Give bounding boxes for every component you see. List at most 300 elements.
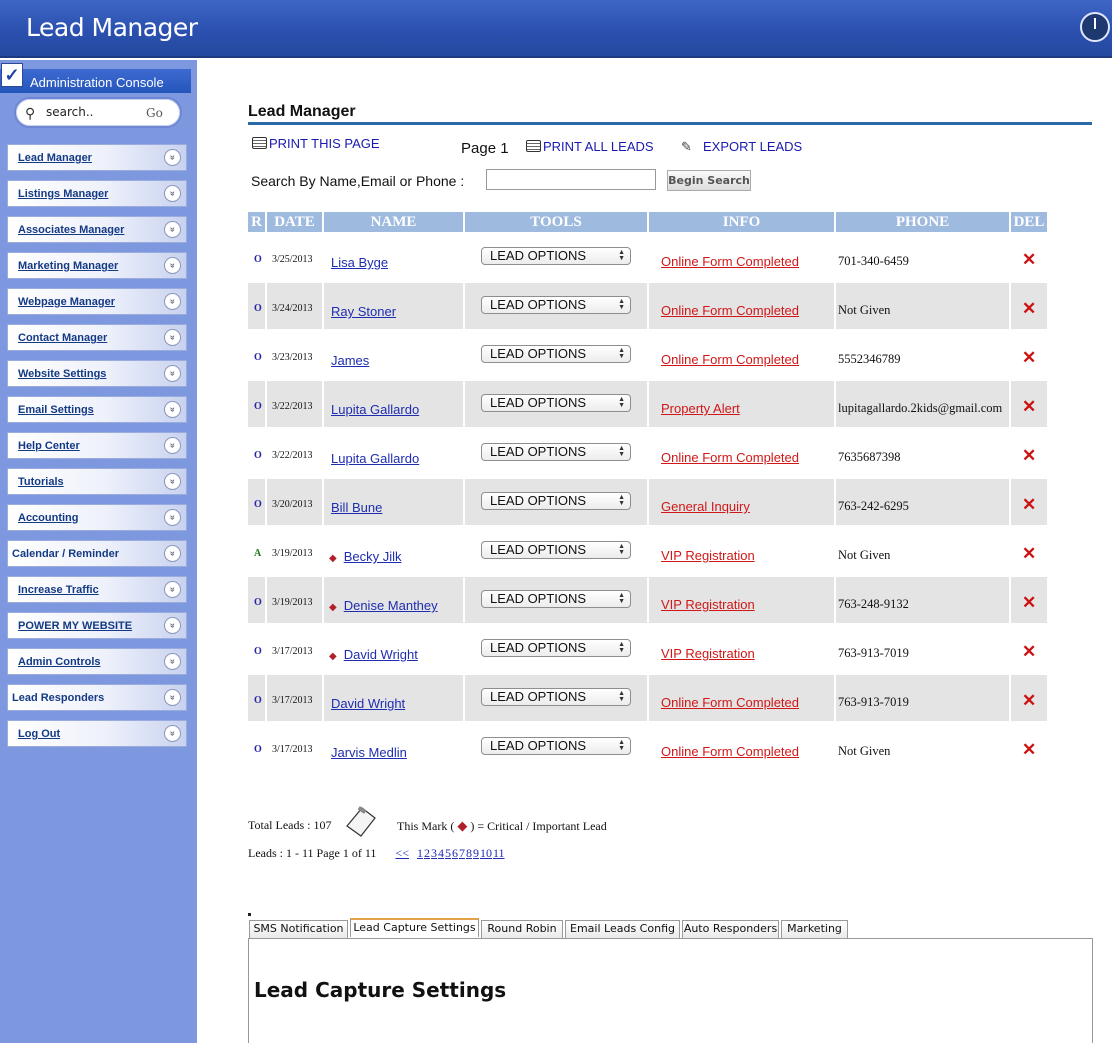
sidebar-item-calendar-reminder[interactable] [7, 540, 187, 567]
tab-auto-responders[interactable]: Auto Responders [682, 920, 779, 938]
sidebar-item-label: Associates Manager [18, 224, 125, 236]
cell-tools [465, 577, 647, 623]
cell-date [267, 626, 322, 672]
sidebar-item-webpage-manager[interactable] [7, 288, 187, 315]
lead-phone: 763-913-7019 [838, 646, 909, 660]
lead-phone: 7635687398 [838, 450, 901, 464]
lead-name-link[interactable] [331, 304, 396, 319]
cell-r [248, 675, 265, 721]
page-link[interactable]: 7 [458, 846, 465, 860]
marker-dot [248, 913, 251, 916]
chevron-down-icon[interactable]: » [164, 581, 181, 598]
read-status: O [254, 646, 262, 657]
lead-date: 3/23/2013 [272, 352, 313, 363]
delete-icon[interactable]: ✕ [1022, 299, 1037, 318]
sidebar-item-website-settings[interactable] [7, 360, 187, 387]
chevron-down-icon[interactable]: » [164, 185, 181, 202]
total-leads: Total Leads : 107 [248, 818, 332, 832]
select-arrows-icon: ▲ ▼ [618, 347, 625, 360]
cell-tools [465, 381, 647, 427]
cell-tools [465, 332, 647, 378]
lead-options-select[interactable] [481, 639, 631, 657]
lead-options-label: LEAD OPTIONS [490, 542, 587, 557]
lead-name-link[interactable] [331, 745, 407, 760]
lead-options-label: LEAD OPTIONS [490, 493, 587, 508]
sidebar-item-label: Accounting [18, 512, 79, 524]
cell-del [1011, 724, 1047, 770]
lead-name-label: David Wright [343, 647, 418, 662]
page-link[interactable]: 8 [465, 846, 472, 860]
print-page-label: PRINT THIS PAGE [269, 136, 380, 151]
prev-page-link[interactable]: << [395, 846, 409, 860]
lead-date: 3/24/2013 [272, 303, 313, 314]
delete-icon[interactable]: ✕ [1022, 593, 1037, 612]
cell-r [248, 332, 265, 378]
read-status: O [254, 303, 262, 314]
cell-name [324, 528, 463, 574]
lead-options-select[interactable] [481, 296, 631, 314]
chevron-down-icon[interactable]: » [164, 653, 181, 670]
lead-options-label: LEAD OPTIONS [490, 689, 587, 704]
chevron-down-icon[interactable]: » [164, 293, 181, 310]
lead-name-label: Lupita Gallardo [331, 451, 420, 466]
cell-del [1011, 577, 1047, 623]
cell-phone [836, 626, 1009, 672]
lead-date: 3/22/2013 [272, 401, 313, 412]
lead-options-select[interactable] [481, 247, 631, 265]
lead-options-label: LEAD OPTIONS [490, 738, 587, 753]
cell-info [649, 430, 834, 476]
page-link[interactable]: 5 [444, 846, 451, 860]
lead-options-select[interactable] [481, 345, 631, 363]
delete-icon[interactable]: ✕ [1022, 740, 1037, 759]
delete-icon[interactable]: ✕ [1022, 446, 1037, 465]
sidebar-item-label: Webpage Manager [18, 296, 115, 308]
select-arrows-icon: ▲ ▼ [618, 298, 625, 311]
sidebar-item-associates-manager[interactable] [7, 216, 187, 243]
cell-info [649, 332, 834, 378]
col-header-phone: PHONE [836, 212, 1009, 232]
lead-date: 3/17/2013 [272, 646, 313, 657]
cell-date [267, 430, 322, 476]
select-arrows-icon: ▲ ▼ [618, 690, 625, 703]
lead-name-label: David Wright [331, 696, 406, 711]
lead-name-label: Lisa Byge [331, 255, 389, 270]
sidebar-item-email-settings[interactable] [7, 396, 187, 423]
sidebar-item-lead-manager[interactable] [7, 144, 187, 171]
lead-phone: 763-913-7019 [838, 695, 909, 709]
delete-icon[interactable]: ✕ [1022, 642, 1037, 661]
table-row [248, 430, 1047, 476]
cell-del [1011, 430, 1047, 476]
table-row [248, 626, 1047, 672]
lead-date: 3/17/2013 [272, 695, 313, 706]
page-link[interactable]: 4 [437, 846, 444, 860]
lead-options-label: LEAD OPTIONS [490, 297, 587, 312]
lead-phone: Not Given [838, 744, 891, 758]
delete-icon[interactable]: ✕ [1022, 544, 1037, 563]
lead-options-select[interactable] [481, 590, 631, 608]
lead-info-link[interactable]: VIP Registration [661, 646, 755, 661]
cell-date [267, 528, 322, 574]
cell-del [1011, 479, 1047, 525]
cell-date [267, 479, 322, 525]
lead-info-link[interactable]: Online Form Completed [661, 695, 799, 710]
cell-date [267, 234, 322, 280]
cell-date [267, 724, 322, 770]
lead-date: 3/20/2013 [272, 499, 313, 510]
cell-r [248, 724, 265, 770]
export-label: EXPORT LEADS [703, 139, 803, 154]
lead-search-input[interactable] [486, 169, 656, 190]
chevron-down-icon[interactable]: » [164, 329, 181, 346]
cell-name [324, 577, 463, 623]
cell-name [324, 479, 463, 525]
cell-phone [836, 430, 1009, 476]
critical-mark-icon: ◆ [457, 818, 468, 833]
lead-name-label: James [331, 353, 370, 368]
cell-r [248, 577, 265, 623]
select-arrows-icon: ▲ ▼ [618, 396, 625, 409]
lead-date: 3/19/2013 [272, 597, 313, 608]
delete-icon[interactable]: ✕ [1022, 348, 1037, 367]
chevron-down-icon[interactable]: » [164, 509, 181, 526]
sidebar-item-tutorials[interactable] [7, 468, 187, 495]
sidebar-item-contact-manager[interactable] [7, 324, 187, 351]
lead-info-link[interactable]: Online Form Completed [661, 450, 799, 465]
cell-tools [465, 724, 647, 770]
table-row [248, 528, 1047, 574]
mark-suffix: ) = Critical / Important Lead [470, 819, 607, 833]
page-link[interactable]: 2 [423, 846, 430, 860]
export-leads-link[interactable] [681, 139, 802, 154]
lead-options-select[interactable] [481, 541, 631, 559]
critical-mark-icon: ◆ [329, 651, 337, 662]
critical-mark-legend [397, 818, 607, 834]
cell-phone [836, 724, 1009, 770]
chevron-down-icon[interactable]: » [164, 257, 181, 274]
cell-name [324, 626, 463, 672]
cell-del [1011, 283, 1047, 329]
cell-r [248, 479, 265, 525]
sidebar-item-lead-responders[interactable] [7, 684, 187, 711]
sidebar-item-power-my-website[interactable] [7, 612, 187, 639]
lead-info-link[interactable]: General Inquiry [661, 499, 750, 514]
lead-options-label: LEAD OPTIONS [490, 591, 587, 606]
cell-name [324, 234, 463, 280]
clock-icon[interactable] [1080, 12, 1110, 42]
lead-name-label: Jarvis Medlin [331, 745, 407, 760]
select-arrows-icon: ▲ ▼ [618, 249, 625, 262]
page-link[interactable]: 10 [479, 846, 492, 860]
cell-r [248, 528, 265, 574]
critical-mark-icon: ◆ [329, 602, 337, 613]
cell-r [248, 430, 265, 476]
cell-info [649, 675, 834, 721]
tab-round-robin[interactable]: Round Robin [481, 920, 563, 938]
lead-options-select[interactable] [481, 394, 631, 412]
table-row [248, 724, 1047, 770]
cell-info [649, 577, 834, 623]
chevron-down-icon[interactable]: » [164, 221, 181, 238]
lead-date: 3/19/2013 [272, 548, 313, 559]
cell-r [248, 626, 265, 672]
lead-name-link[interactable] [331, 353, 369, 368]
page-link[interactable]: 3 [430, 846, 437, 860]
lead-phone: Not Given [838, 303, 891, 317]
cell-phone [836, 528, 1009, 574]
page-title: Lead Manager [248, 103, 356, 120]
lead-date: 3/25/2013 [272, 254, 313, 265]
lead-options-label: LEAD OPTIONS [490, 395, 587, 410]
cell-phone [836, 381, 1009, 427]
cell-phone [836, 283, 1009, 329]
table-row [248, 234, 1047, 280]
cell-date [267, 675, 322, 721]
select-arrows-icon: ▲ ▼ [618, 445, 625, 458]
lead-options-select[interactable] [481, 737, 631, 755]
page-links [379, 846, 505, 860]
printer-icon [252, 137, 267, 149]
sidebar-item-listings-manager[interactable] [7, 180, 187, 207]
col-header-tools: TOOLS [465, 212, 647, 232]
lead-info-link[interactable]: VIP Registration [661, 597, 755, 612]
lead-info-link[interactable]: Property Alert [661, 401, 740, 416]
cell-info [649, 479, 834, 525]
sidebar-item-increase-traffic[interactable] [7, 576, 187, 603]
lead-phone: lupitagallardo.2kids@gmail.com [838, 401, 1003, 415]
search-label: Search By Name,Email or Phone : [251, 173, 465, 189]
lead-name-link[interactable] [331, 402, 419, 417]
read-status: O [254, 450, 262, 461]
page-link[interactable]: 6 [451, 846, 458, 860]
chevron-down-icon[interactable]: » [164, 689, 181, 706]
app-title: Lead Manager [26, 13, 198, 42]
lead-options-select[interactable] [481, 443, 631, 461]
select-arrows-icon: ▲ ▼ [618, 543, 625, 556]
delete-icon[interactable]: ✕ [1022, 397, 1037, 416]
lead-options-label: LEAD OPTIONS [490, 444, 587, 459]
lead-name-link[interactable] [331, 500, 382, 515]
page-link[interactable]: 1 [416, 846, 423, 860]
sidebar-search [14, 97, 182, 128]
pagination [248, 846, 506, 861]
chevron-down-icon[interactable]: » [164, 473, 181, 490]
read-status: O [254, 695, 262, 706]
title-divider [248, 122, 1092, 125]
col-header-name: NAME [324, 212, 463, 232]
table-row [248, 675, 1047, 721]
cell-info [649, 234, 834, 280]
sidebar-item-label: Tutorials [18, 476, 64, 488]
cell-del [1011, 381, 1047, 427]
chevron-down-icon[interactable]: » [164, 437, 181, 454]
cell-date [267, 381, 322, 427]
lead-options-label: LEAD OPTIONS [490, 248, 587, 263]
cell-info [649, 381, 834, 427]
read-status: A [254, 548, 262, 559]
lead-info-link[interactable]: Online Form Completed [661, 744, 799, 759]
page-link[interactable]: 11 [492, 846, 505, 860]
cell-tools [465, 528, 647, 574]
table-row [248, 332, 1047, 378]
cell-r [248, 283, 265, 329]
sidebar [0, 60, 197, 1043]
cell-name [324, 381, 463, 427]
cell-name [324, 675, 463, 721]
col-header-info: INFO [649, 212, 834, 232]
col-header-r: R [248, 212, 265, 232]
cell-info [649, 283, 834, 329]
sidebar-item-label: Admin Controls [18, 656, 101, 668]
cell-name [324, 724, 463, 770]
print-all-leads-link[interactable] [526, 139, 654, 154]
lead-name-link[interactable] [331, 696, 405, 711]
lead-phone: 701-340-6459 [838, 254, 909, 268]
lead-options-label: LEAD OPTIONS [490, 346, 587, 361]
delete-icon[interactable]: ✕ [1022, 691, 1037, 710]
chevron-down-icon[interactable]: » [164, 617, 181, 634]
select-arrows-icon: ▲ ▼ [618, 592, 625, 605]
sidebar-item-label: Calendar / Reminder [12, 548, 119, 560]
cell-tools [465, 479, 647, 525]
cell-tools [465, 430, 647, 476]
cell-name [324, 283, 463, 329]
col-header-del: DEL [1011, 212, 1047, 232]
sidebar-item-help-center[interactable] [7, 432, 187, 459]
lead-info-link[interactable]: Online Form Completed [661, 352, 799, 367]
cell-tools [465, 234, 647, 280]
lead-phone: 5552346789 [838, 352, 901, 366]
read-status: O [254, 352, 262, 363]
read-status: O [254, 744, 262, 755]
begin-search-button[interactable]: Begin Search [667, 170, 751, 191]
read-status: O [254, 597, 262, 608]
cell-name [324, 430, 463, 476]
chevron-down-icon[interactable]: » [164, 725, 181, 742]
read-status: O [254, 499, 262, 510]
lead-name-label: Becky Jilk [343, 549, 402, 564]
sidebar-item-label: Lead Responders [12, 692, 105, 704]
table-row [248, 577, 1047, 623]
lead-phone: 763-242-6295 [838, 499, 909, 513]
lead-date: 3/17/2013 [272, 744, 313, 755]
table-row [248, 381, 1047, 427]
tab-lead-capture-settings[interactable]: Lead Capture Settings [350, 918, 479, 937]
leads-range: Leads : 1 - 11 Page 1 of 11 [248, 846, 377, 860]
select-arrows-icon: ▲ ▼ [618, 739, 625, 752]
print-page-link[interactable] [252, 136, 380, 151]
delete-icon[interactable]: ✕ [1022, 250, 1037, 269]
lead-options-select[interactable] [481, 688, 631, 706]
sidebar-item-marketing-manager[interactable] [7, 252, 187, 279]
sidebar-item-label: POWER MY WEBSITE [18, 620, 133, 632]
cell-date [267, 332, 322, 378]
lead-name-label: Lupita Gallardo [331, 402, 420, 417]
page-link[interactable]: 9 [472, 846, 479, 860]
lead-options-label: LEAD OPTIONS [490, 640, 587, 655]
cell-tools [465, 626, 647, 672]
tab-email-leads-config[interactable]: Email Leads Config [565, 920, 680, 938]
top-header [0, 0, 1112, 58]
clipboard-icon [344, 804, 378, 838]
cell-del [1011, 234, 1047, 280]
cell-del [1011, 528, 1047, 574]
sidebar-item-log-out[interactable] [7, 720, 187, 747]
select-arrows-icon: ▲ ▼ [618, 641, 625, 654]
lead-name-link[interactable] [329, 647, 418, 662]
lead-name-label: Denise Manthey [343, 598, 438, 613]
page-indicator: Page 1 [461, 140, 509, 157]
sidebar-item-label: Help Center [18, 440, 80, 452]
lead-name-link[interactable] [329, 549, 402, 564]
sidebar-item-admin-controls[interactable] [7, 648, 187, 675]
lead-info-link[interactable]: VIP Registration [661, 548, 755, 563]
lead-info-link[interactable]: Online Form Completed [661, 254, 799, 269]
cell-info [649, 724, 834, 770]
lead-name-link[interactable] [331, 255, 388, 270]
checkmark-icon: ✓ [1, 63, 23, 87]
sidebar-item-accounting[interactable] [7, 504, 187, 531]
sidebar-item-label: Website Settings [18, 368, 107, 380]
main-content [197, 60, 1112, 1043]
cell-del [1011, 626, 1047, 672]
export-icon: ✎ [681, 139, 692, 154]
delete-icon[interactable]: ✕ [1022, 495, 1037, 514]
cell-info [649, 528, 834, 574]
table-row [248, 479, 1047, 525]
tab-sms-notification[interactable]: SMS Notification [249, 920, 348, 938]
cell-tools [465, 675, 647, 721]
lead-date: 3/22/2013 [272, 450, 313, 461]
tab-panel [248, 938, 1093, 1043]
cell-del [1011, 675, 1047, 721]
sidebar-item-label: Lead Manager [18, 152, 92, 164]
cell-info [649, 626, 834, 672]
lead-name-label: Ray Stoner [331, 304, 397, 319]
cell-r [248, 381, 265, 427]
lead-name-link[interactable] [329, 598, 438, 613]
lead-phone: Not Given [838, 548, 891, 562]
console-title: Administration Console [30, 75, 164, 90]
lead-info-link[interactable]: Online Form Completed [661, 303, 799, 318]
sidebar-item-label: Email Settings [18, 404, 94, 416]
sidebar-item-label: Marketing Manager [18, 260, 119, 272]
tab-marketing[interactable]: Marketing [781, 920, 848, 938]
chevron-down-icon[interactable]: » [164, 545, 181, 562]
cell-tools [465, 283, 647, 329]
chevron-down-icon[interactable]: » [164, 149, 181, 166]
sidebar-item-label: Listings Manager [18, 188, 109, 200]
select-arrows-icon: ▲ ▼ [618, 494, 625, 507]
search-icon: ⚲ [25, 105, 36, 121]
lead-options-select[interactable] [481, 492, 631, 510]
printer-icon [526, 140, 541, 152]
print-all-label: PRINT ALL LEADS [543, 139, 654, 154]
mark-prefix: This Mark ( [397, 819, 455, 833]
lead-name-link[interactable] [331, 451, 419, 466]
chevron-down-icon[interactable]: » [164, 365, 181, 382]
tab-panel-title: Lead Capture Settings [254, 978, 507, 1002]
cell-date [267, 577, 322, 623]
read-status: O [254, 254, 262, 265]
sidebar-item-label: Increase Traffic [18, 584, 99, 596]
cell-phone [836, 332, 1009, 378]
sidebar-search-input[interactable] [46, 105, 126, 119]
chevron-down-icon[interactable]: » [164, 401, 181, 418]
cell-phone [836, 234, 1009, 280]
go-button[interactable]: Go [146, 106, 163, 120]
